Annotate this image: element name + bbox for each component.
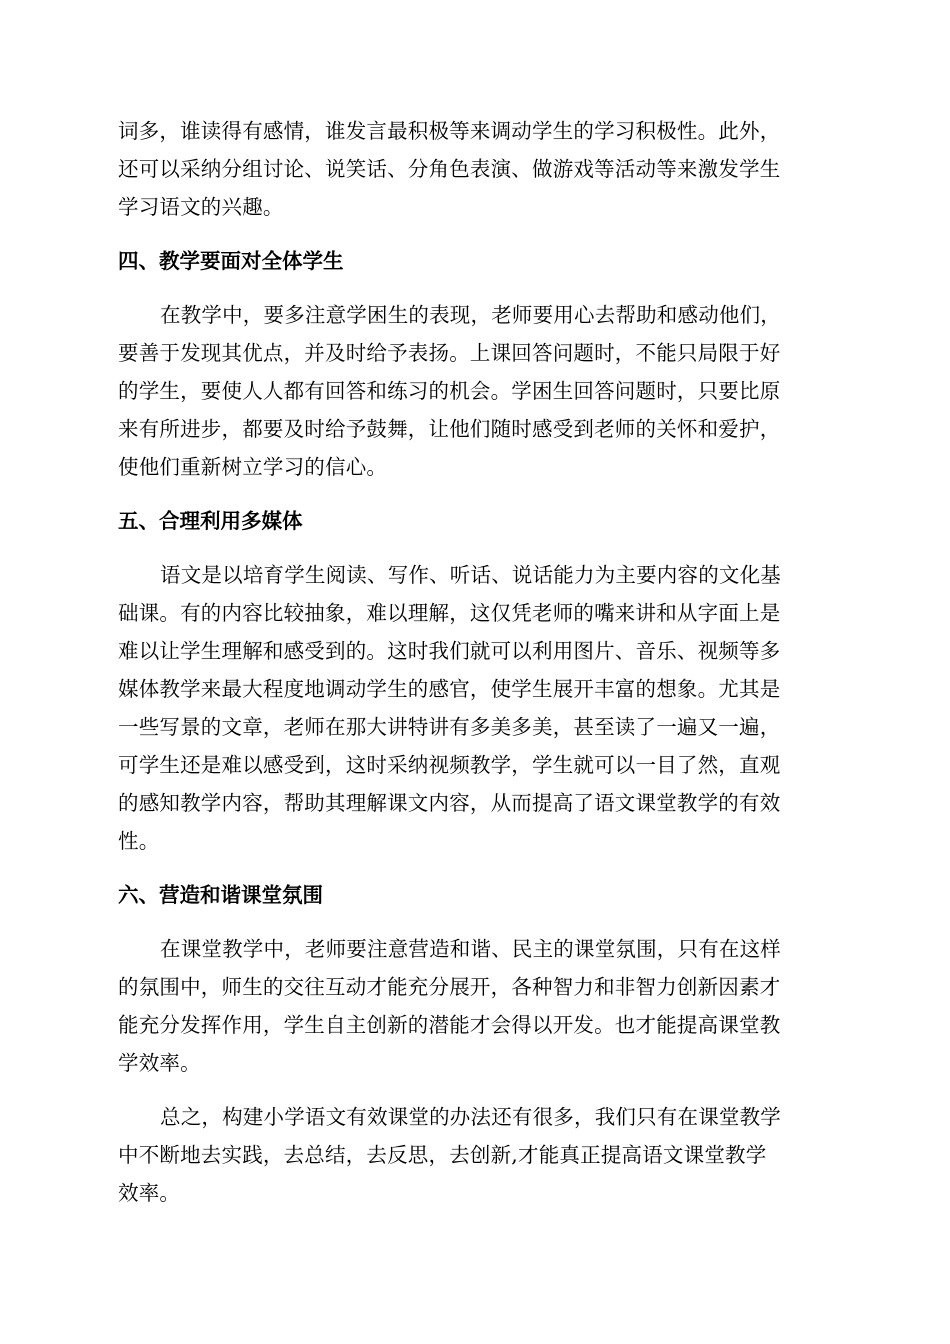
text-line: 性。	[118, 829, 160, 853]
text-line: 来有所进步，都要及时给予鼓舞，让他们随时感受到老师的关怀和爱护，	[118, 417, 781, 441]
text-line: 能充分发挥作用，学生自主创新的潜能才会得以开发。也才能提高课堂教	[118, 1013, 781, 1037]
paragraph-conclusion	[118, 1098, 836, 1212]
paragraph-section-5	[118, 556, 836, 860]
text-line: 学效率。	[118, 1051, 201, 1075]
text-line: 的氛围中，师生的交往互动才能充分展开，各种智力和非智力创新因素才	[118, 975, 781, 999]
text-line: 的感知教学内容，帮助其理解课文内容，从而提高了语文课堂教学的有效	[118, 791, 781, 815]
paragraph-intro-continuation	[118, 112, 836, 226]
text-line: 效率。	[118, 1181, 181, 1205]
text-line: 中不断地去实践，去总结，去反思，去创新,才能真正提高语文课堂教学	[118, 1143, 767, 1167]
text-line: 可学生还是难以感受到，这时采纳视频教学，学生就可以一目了然，直观	[118, 753, 781, 777]
text-line: 语文是以培育学生阅读、写作、听话、说话能力为主要内容的文化基	[160, 563, 781, 587]
section-heading-4: 四、教学要面对全体学生	[118, 249, 344, 273]
paragraph-section-6	[118, 930, 836, 1082]
text-line: 要善于发现其优点，并及时给予表扬。上课回答问题时，不能只局限于好	[118, 341, 781, 365]
text-line: 的学生，要使人人都有回答和练习的机会。学困生回答问题时，只要比原	[118, 379, 781, 403]
text-line: 媒体教学来最大程度地调动学生的感官，使学生展开丰富的想象。尤其是	[118, 677, 781, 701]
text-line: 还可以采纳分组讨论、说笑话、分角色表演、做游戏等活动等来激发学生	[118, 157, 781, 181]
text-line: 词多，谁读得有感情，谁发言最积极等来调动学生的学习积极性。此外，	[118, 119, 781, 143]
section-heading-6: 六、营造和谐课堂氛围	[118, 883, 323, 907]
text-line: 难以让学生理解和感受到的。这时我们就可以利用图片、音乐、视频等多	[118, 639, 781, 663]
document-body	[118, 112, 836, 1212]
paragraph-section-4	[118, 296, 836, 486]
text-line: 总之，构建小学语文有效课堂的办法还有很多，我们只有在课堂教学	[160, 1105, 781, 1129]
text-line: 础课。有的内容比较抽象，难以理解，这仅凭老师的嘴来讲和从字面上是	[118, 601, 781, 625]
text-line: 学习语文的兴趣。	[118, 195, 284, 219]
section-heading-5: 五、合理利用多媒体	[118, 509, 303, 533]
text-line: 在课堂教学中，老师要注意营造和谐、民主的课堂氛围，只有在这样	[160, 937, 781, 961]
text-line: 在教学中，要多注意学困生的表现，老师要用心去帮助和感动他们，	[160, 303, 781, 327]
text-line: 使他们重新树立学习的信心。	[118, 455, 388, 479]
text-line: 一些写景的文章，老师在那大讲特讲有多美多美，甚至读了一遍又一遍，	[118, 715, 781, 739]
